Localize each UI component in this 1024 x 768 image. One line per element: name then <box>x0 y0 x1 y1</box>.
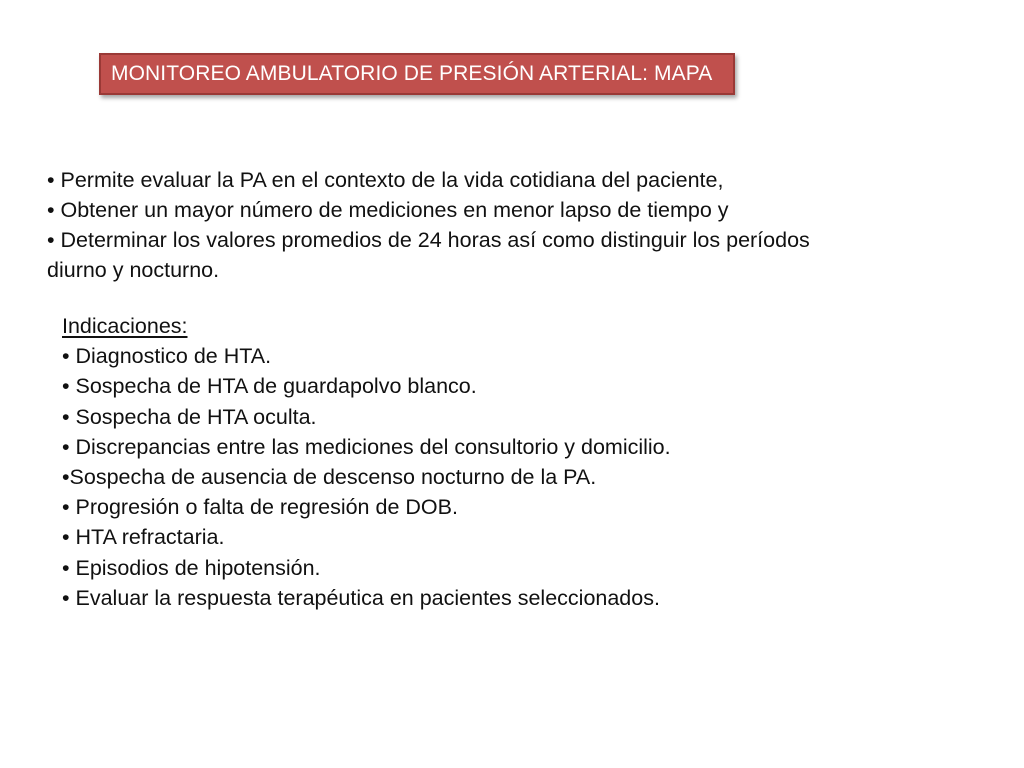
intro-line: • Permite evaluar la PA en el contexto de la vida cotidiana del paciente, <box>47 168 724 192</box>
intro-line: • Obtener un mayor número de mediciones en menor lapso de tiempo y <box>47 198 729 222</box>
intro-bullets <box>47 165 947 285</box>
indication-item: • Sospecha de HTA oculta. <box>62 404 317 429</box>
indications-list <box>62 311 962 613</box>
indication-item: • Progresión o falta de regresión de DOB. <box>62 495 458 520</box>
indication-item: • Diagnostico de HTA. <box>62 344 272 369</box>
indication-item: • Episodios de hipotensión. <box>62 555 321 580</box>
indications-heading: Indicaciones: <box>62 314 188 338</box>
intro-line: diurno y nocturno. <box>47 258 220 282</box>
indication-item: • Evaluar la respuesta terapéutica en pacientes seleccionados. <box>62 585 660 610</box>
indication-item: • Discrepancias entre las mediciones del consultorio y domicilio. <box>62 434 671 459</box>
indication-item: • Sospecha de HTA de guardapolvo blanco. <box>62 374 477 399</box>
slide-title: MONITOREO AMBULATORIO DE PRESIÓN ARTERIAL: MAPA <box>111 62 713 85</box>
indication-item: • HTA refractaria. <box>62 525 225 550</box>
title-box <box>99 53 735 95</box>
intro-line: • Determinar los valores promedios de 24 horas así como distinguir los períodos <box>47 228 810 252</box>
indication-item: •Sospecha de ausencia de descenso nocturno de la PA. <box>62 465 597 490</box>
